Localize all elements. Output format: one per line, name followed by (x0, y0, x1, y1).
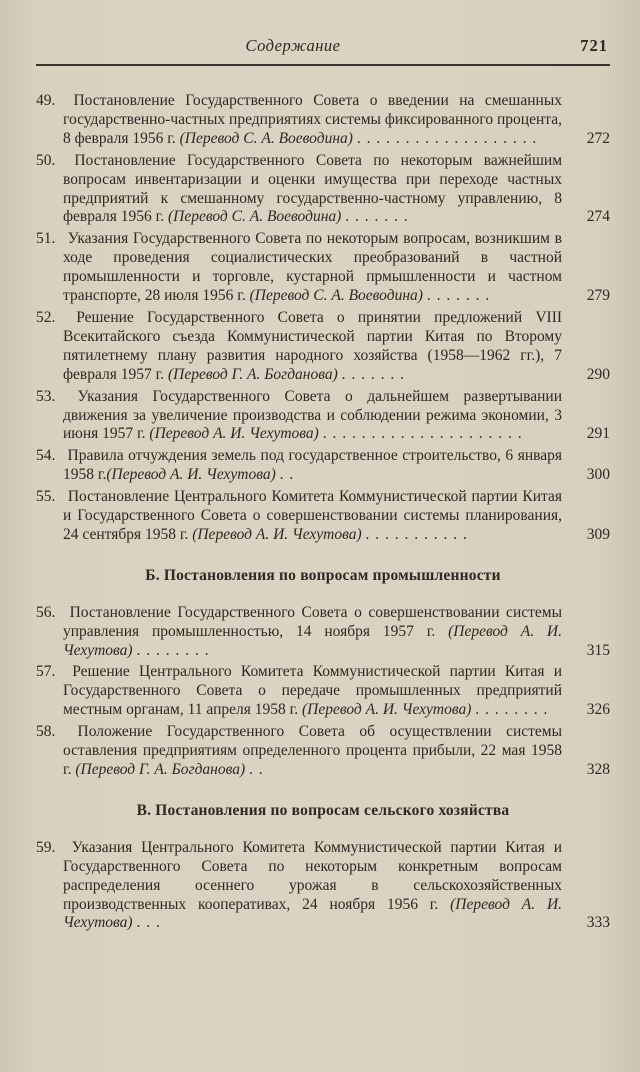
entry-translator: (Перевод А. И. Чехутова) (63, 895, 563, 932)
toc-list (36, 92, 610, 933)
entry-page-number: 272 (586, 129, 610, 147)
dot-leader: . . . . . . . (426, 287, 491, 305)
entry-page-number: 309 (586, 525, 610, 543)
entry-page-number: 333 (586, 914, 610, 932)
dot-leader: . . . . . . . (341, 365, 406, 383)
entry-number: 56. (36, 603, 56, 621)
header-title: Содержание (245, 36, 341, 55)
entry-text (36, 447, 562, 485)
entry-page-number: 315 (586, 641, 610, 659)
page-number-folio: 721 (580, 36, 608, 55)
entry-title: Решение Центрального Комитета Коммунистической партии Китая и Государственного Совета о передаче промышленных предприятий местным органам, 11 апреля 1958 г. (63, 663, 562, 719)
entry-title: Постановление Центрального Комитета Коммунистической партии Китая и Государственного Совета о совершенствовании системы планирования, 24 сентября 1958 г. (63, 488, 562, 543)
toc-entry-53 (36, 388, 610, 445)
entry-number: 50. (36, 151, 56, 169)
entry-page-number: 328 (586, 761, 610, 778)
entry-translator: (Перевод Г. А. Богданова) (167, 365, 338, 383)
toc-entry-55 (36, 488, 610, 545)
entry-number: 59. (36, 838, 56, 856)
entry-text (36, 388, 562, 445)
toc-entry-49 (36, 92, 610, 149)
entry-text (36, 152, 562, 228)
toc-entry-51 (36, 230, 610, 306)
section-heading-b: Б. Постановления по вопросам промышленности (145, 566, 501, 584)
dot-leader: . . (249, 761, 264, 778)
toc-entry-57 (36, 663, 610, 720)
dot-leader: . . . . . . . . . . . (365, 525, 468, 543)
toc-entry-54 (36, 447, 610, 485)
dot-leader: . . . (136, 914, 161, 932)
dot-leader: . . . . . . . (345, 208, 409, 226)
entry-number: 57. (36, 663, 56, 681)
entry-page-number: 291 (586, 425, 610, 443)
dot-leader: . . . . . . . . . . . . . . . . . . . (356, 129, 538, 147)
entry-text (36, 230, 562, 306)
entry-text (36, 309, 562, 385)
entry-number: 51. (36, 230, 56, 248)
entry-text (36, 723, 562, 780)
entry-page-number: 290 (586, 365, 610, 383)
entry-title: Решение Государственного Совета о принятии предложений VIII Всекитайского съезда Коммунистической партии Китая по Второму пятилетнему плану развития народного хозяйства (1958—1962 гг.), 7 февраля 1957 г. (63, 308, 563, 383)
toc-entry-58 (36, 723, 610, 780)
entry-title: Постановление Государственного Совета о введении на смешанных государственно-частных предприятиях системы фиксированного процента, 8 февраля 1956 г. (63, 92, 563, 147)
entry-title: Указания Центрального Комитета Коммунистической партии Китая и Государственного Совета по некоторым конкретным вопросам распределения осеннего урожая в сельскохозяйственных производственных кооперативах, 24 ноября 1956 г. (63, 838, 563, 913)
entry-title: Правила отчуждения земель под государственное строительство, 6 января 1958 г. (63, 447, 562, 484)
header-rule (36, 64, 610, 66)
toc-entry-50 (36, 152, 610, 228)
entry-translator: (Перевод С. А. Воеводина) (167, 208, 342, 226)
entry-number: 58. (36, 723, 56, 741)
entry-page-number: 326 (586, 701, 610, 719)
entry-number: 53. (36, 387, 56, 405)
entry-text (36, 92, 562, 149)
dot-leader: . . (279, 466, 295, 484)
toc-entry-52 (36, 309, 610, 385)
entry-page-number: 279 (586, 287, 610, 305)
entry-translator: (Перевод А. И. Чехутова) (192, 525, 362, 543)
entry-text (36, 663, 562, 720)
entry-translator: (Перевод Г. А. Богданова) (75, 761, 246, 778)
entry-translator: (Перевод С. А. Воеводина) (249, 287, 423, 305)
entry-translator: (Перевод А. И. Чехутова) (106, 466, 276, 484)
entry-translator: (Перевод А. И. Чехутова) (301, 701, 472, 719)
entry-translator: (Перевод С. А. Воеводина) (179, 129, 353, 147)
page-header (36, 36, 610, 60)
entry-title: Положение Государственного Совета об осуществлении системы оставления предприятиям определенного процента прибыли, 22 мая 1958 г. (63, 723, 562, 778)
entry-translator: (Перевод А. И. Чехутова) (63, 622, 562, 659)
entry-title: Указания Государственного Совета по некоторым вопросам, возникшим в ходе проведения социалистических преобразований в частной промышленности и торговле, кустарной прмышленности и частном транспорте, 28 июля 1956 г. (63, 230, 563, 305)
entry-text (36, 604, 562, 661)
entry-number: 54. (36, 447, 56, 465)
entry-number: 52. (36, 308, 56, 326)
entry-page-number: 300 (586, 466, 610, 484)
dot-leader: . . . . . . . . (475, 701, 549, 719)
entry-number: 55. (36, 488, 56, 506)
entry-text (36, 488, 562, 545)
toc-entry-56 (36, 604, 610, 661)
entry-number: 49. (36, 92, 56, 109)
toc-entry-59 (36, 839, 610, 934)
dot-leader: . . . . . . . . . . . . . . . . . . . . . (322, 425, 523, 443)
entry-text (36, 839, 562, 934)
dot-leader: . . . . . . . . (136, 641, 210, 659)
entry-translator: (Перевод А. И. Чехутова) (149, 425, 319, 443)
entry-title: Указания Государственного Совета о дальнейшем развертывании движения за увеличение производства и соблюдении режима экономии, 3 июня 1957 г. (63, 387, 562, 443)
section-heading-v: В. Постановления по вопросам сельского хозяйства (136, 801, 510, 819)
entry-title: Постановление Государственного Совета о совершенствовании системы управления промышленностью, 14 ноября 1957 г. (63, 603, 562, 640)
entry-page-number: 274 (586, 208, 610, 226)
entry-title: Постановление Государственного Совета по некоторым важнейшим вопросам инвентаризации и оценки имущества при переходе частных предприятий к смешанному государственно-частному управлению, 8 февраля 1956 г. (63, 151, 562, 226)
